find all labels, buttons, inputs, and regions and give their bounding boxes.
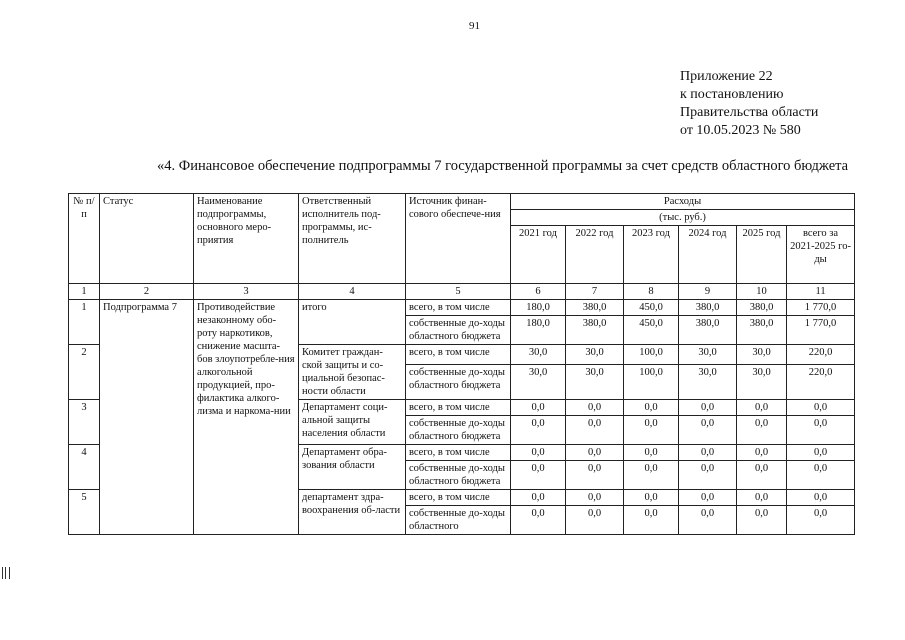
column-number: 2: [100, 284, 194, 300]
column-number: 4: [299, 284, 406, 300]
amount-cell: 220,0: [787, 364, 855, 399]
executor-cell: итого: [299, 300, 406, 345]
amount-cell: 0,0: [511, 506, 566, 535]
executor-cell: Комитет граждан-ской защиты и со-циальной безопас-ности области: [299, 345, 406, 400]
header-year: 2021 год: [511, 226, 566, 284]
header-num: № п/п: [69, 194, 100, 284]
amount-cell: 30,0: [511, 364, 566, 399]
amount-cell: 380,0: [679, 300, 737, 316]
amount-cell: 0,0: [511, 490, 566, 506]
amount-cell: 380,0: [566, 316, 624, 345]
header-name: Наименование подпрограммы, основного меро-приятия: [194, 194, 299, 284]
amount-cell: 0,0: [679, 490, 737, 506]
amount-cell: 0,0: [566, 416, 624, 445]
column-number: 8: [624, 284, 679, 300]
header-expenses: Расходы: [511, 194, 855, 210]
header-executor: Ответственный исполнитель под-программы, ис-полнитель: [299, 194, 406, 284]
page-number: 91: [469, 20, 480, 32]
amount-cell: 30,0: [566, 364, 624, 399]
amount-cell: 0,0: [624, 461, 679, 490]
document-title: «4. Финансовое обеспечение подпрограммы 7 государственной программы за счет средств областного бюджета: [157, 158, 849, 174]
amount-cell: 0,0: [737, 490, 787, 506]
amount-cell: 0,0: [679, 416, 737, 445]
column-number: 1: [69, 284, 100, 300]
amount-cell: 0,0: [737, 416, 787, 445]
funding-source-cell: собственные до-ходы областного бюджета: [406, 461, 511, 490]
amount-cell: 0,0: [566, 400, 624, 416]
column-number: 10: [737, 284, 787, 300]
amount-cell: 450,0: [624, 300, 679, 316]
row-number: 3: [69, 400, 100, 445]
column-number: 5: [406, 284, 511, 300]
amount-cell: 0,0: [566, 506, 624, 535]
funding-source-cell: всего, в том числе: [406, 400, 511, 416]
amount-cell: 0,0: [624, 506, 679, 535]
amount-cell: 0,0: [566, 490, 624, 506]
amount-cell: 0,0: [511, 461, 566, 490]
financing-table: [68, 193, 855, 535]
amount-cell: 0,0: [511, 416, 566, 445]
executor-cell: департамент здра-воохранения об-ласти: [299, 490, 406, 535]
executor-cell: Департамент обра-зования области: [299, 445, 406, 490]
amount-cell: 180,0: [511, 300, 566, 316]
subprogram-name-cell: Противодействие незаконному обо-роту наркотиков, снижение масшта-бов злоупотребле-ния алкогольной продукцией, про-филактика алкого-лизма и наркома-нии: [194, 300, 299, 535]
amount-cell: 0,0: [737, 400, 787, 416]
amount-cell: 0,0: [624, 400, 679, 416]
header-year: всего за 2021-2025 го-ды: [787, 226, 855, 284]
amount-cell: 380,0: [679, 316, 737, 345]
column-number: 7: [566, 284, 624, 300]
amount-cell: 0,0: [737, 445, 787, 461]
funding-source-cell: всего, в том числе: [406, 345, 511, 365]
appendix-line: от 10.05.2023 № 580: [680, 123, 801, 138]
row-number: 2: [69, 345, 100, 400]
funding-source-cell: всего, в том числе: [406, 490, 511, 506]
amount-cell: 0,0: [624, 445, 679, 461]
amount-cell: 30,0: [679, 345, 737, 365]
status-cell: Подпрограмма 7: [100, 300, 194, 535]
amount-cell: 0,0: [566, 461, 624, 490]
amount-cell: 450,0: [624, 316, 679, 345]
executor-cell: Департамент соци-альной защиты населения области: [299, 400, 406, 445]
funding-source-cell: собственные до-ходы областного бюджета: [406, 316, 511, 345]
amount-cell: 0,0: [679, 461, 737, 490]
appendix-line: Приложение 22: [680, 69, 773, 84]
amount-cell: 0,0: [787, 490, 855, 506]
amount-cell: 30,0: [737, 345, 787, 365]
amount-cell: 0,0: [679, 445, 737, 461]
amount-cell: 0,0: [737, 506, 787, 535]
amount-cell: 30,0: [679, 364, 737, 399]
row-number: 4: [69, 445, 100, 490]
column-number: 3: [194, 284, 299, 300]
header-status: Статус: [100, 194, 194, 284]
funding-source-cell: собственные до-ходы областного бюджета: [406, 364, 511, 399]
column-number: 9: [679, 284, 737, 300]
funding-source-cell: всего, в том числе: [406, 445, 511, 461]
amount-cell: 30,0: [737, 364, 787, 399]
header-year: 2024 год: [679, 226, 737, 284]
funding-source-cell: всего, в том числе: [406, 300, 511, 316]
appendix-block: [680, 68, 818, 140]
amount-cell: 0,0: [679, 400, 737, 416]
header-year: 2023 год: [624, 226, 679, 284]
funding-source-cell: собственные до-ходы областного бюджета: [406, 416, 511, 445]
amount-cell: 0,0: [787, 445, 855, 461]
column-number: 11: [787, 284, 855, 300]
header-unit: (тыс. руб.): [511, 210, 855, 226]
appendix-line: Правительства области: [680, 105, 819, 120]
amount-cell: 0,0: [787, 416, 855, 445]
amount-cell: 1 770,0: [787, 316, 855, 345]
table-row: [69, 300, 855, 316]
amount-cell: 0,0: [787, 400, 855, 416]
amount-cell: 30,0: [511, 345, 566, 365]
appendix-line: к постановлению: [680, 87, 784, 102]
column-number: 6: [511, 284, 566, 300]
amount-cell: 0,0: [511, 445, 566, 461]
amount-cell: 100,0: [624, 364, 679, 399]
funding-source-cell: собственные до-ходы областного: [406, 506, 511, 535]
amount-cell: 180,0: [511, 316, 566, 345]
amount-cell: 30,0: [566, 345, 624, 365]
amount-cell: 0,0: [511, 400, 566, 416]
amount-cell: 380,0: [566, 300, 624, 316]
amount-cell: 380,0: [737, 300, 787, 316]
amount-cell: 1 770,0: [787, 300, 855, 316]
amount-cell: 0,0: [737, 461, 787, 490]
amount-cell: 0,0: [787, 506, 855, 535]
header-year: 2025 год: [737, 226, 787, 284]
amount-cell: 0,0: [566, 445, 624, 461]
amount-cell: 100,0: [624, 345, 679, 365]
amount-cell: 0,0: [624, 490, 679, 506]
row-number: 5: [69, 490, 100, 535]
header-source: Источник финан-сового обеспече-ния: [406, 194, 511, 284]
amount-cell: 0,0: [679, 506, 737, 535]
amount-cell: 220,0: [787, 345, 855, 365]
amount-cell: 0,0: [787, 461, 855, 490]
scan-edge-mark: [2, 567, 10, 579]
amount-cell: 0,0: [624, 416, 679, 445]
header-year: 2022 год: [566, 226, 624, 284]
amount-cell: 380,0: [737, 316, 787, 345]
row-number: 1: [69, 300, 100, 345]
